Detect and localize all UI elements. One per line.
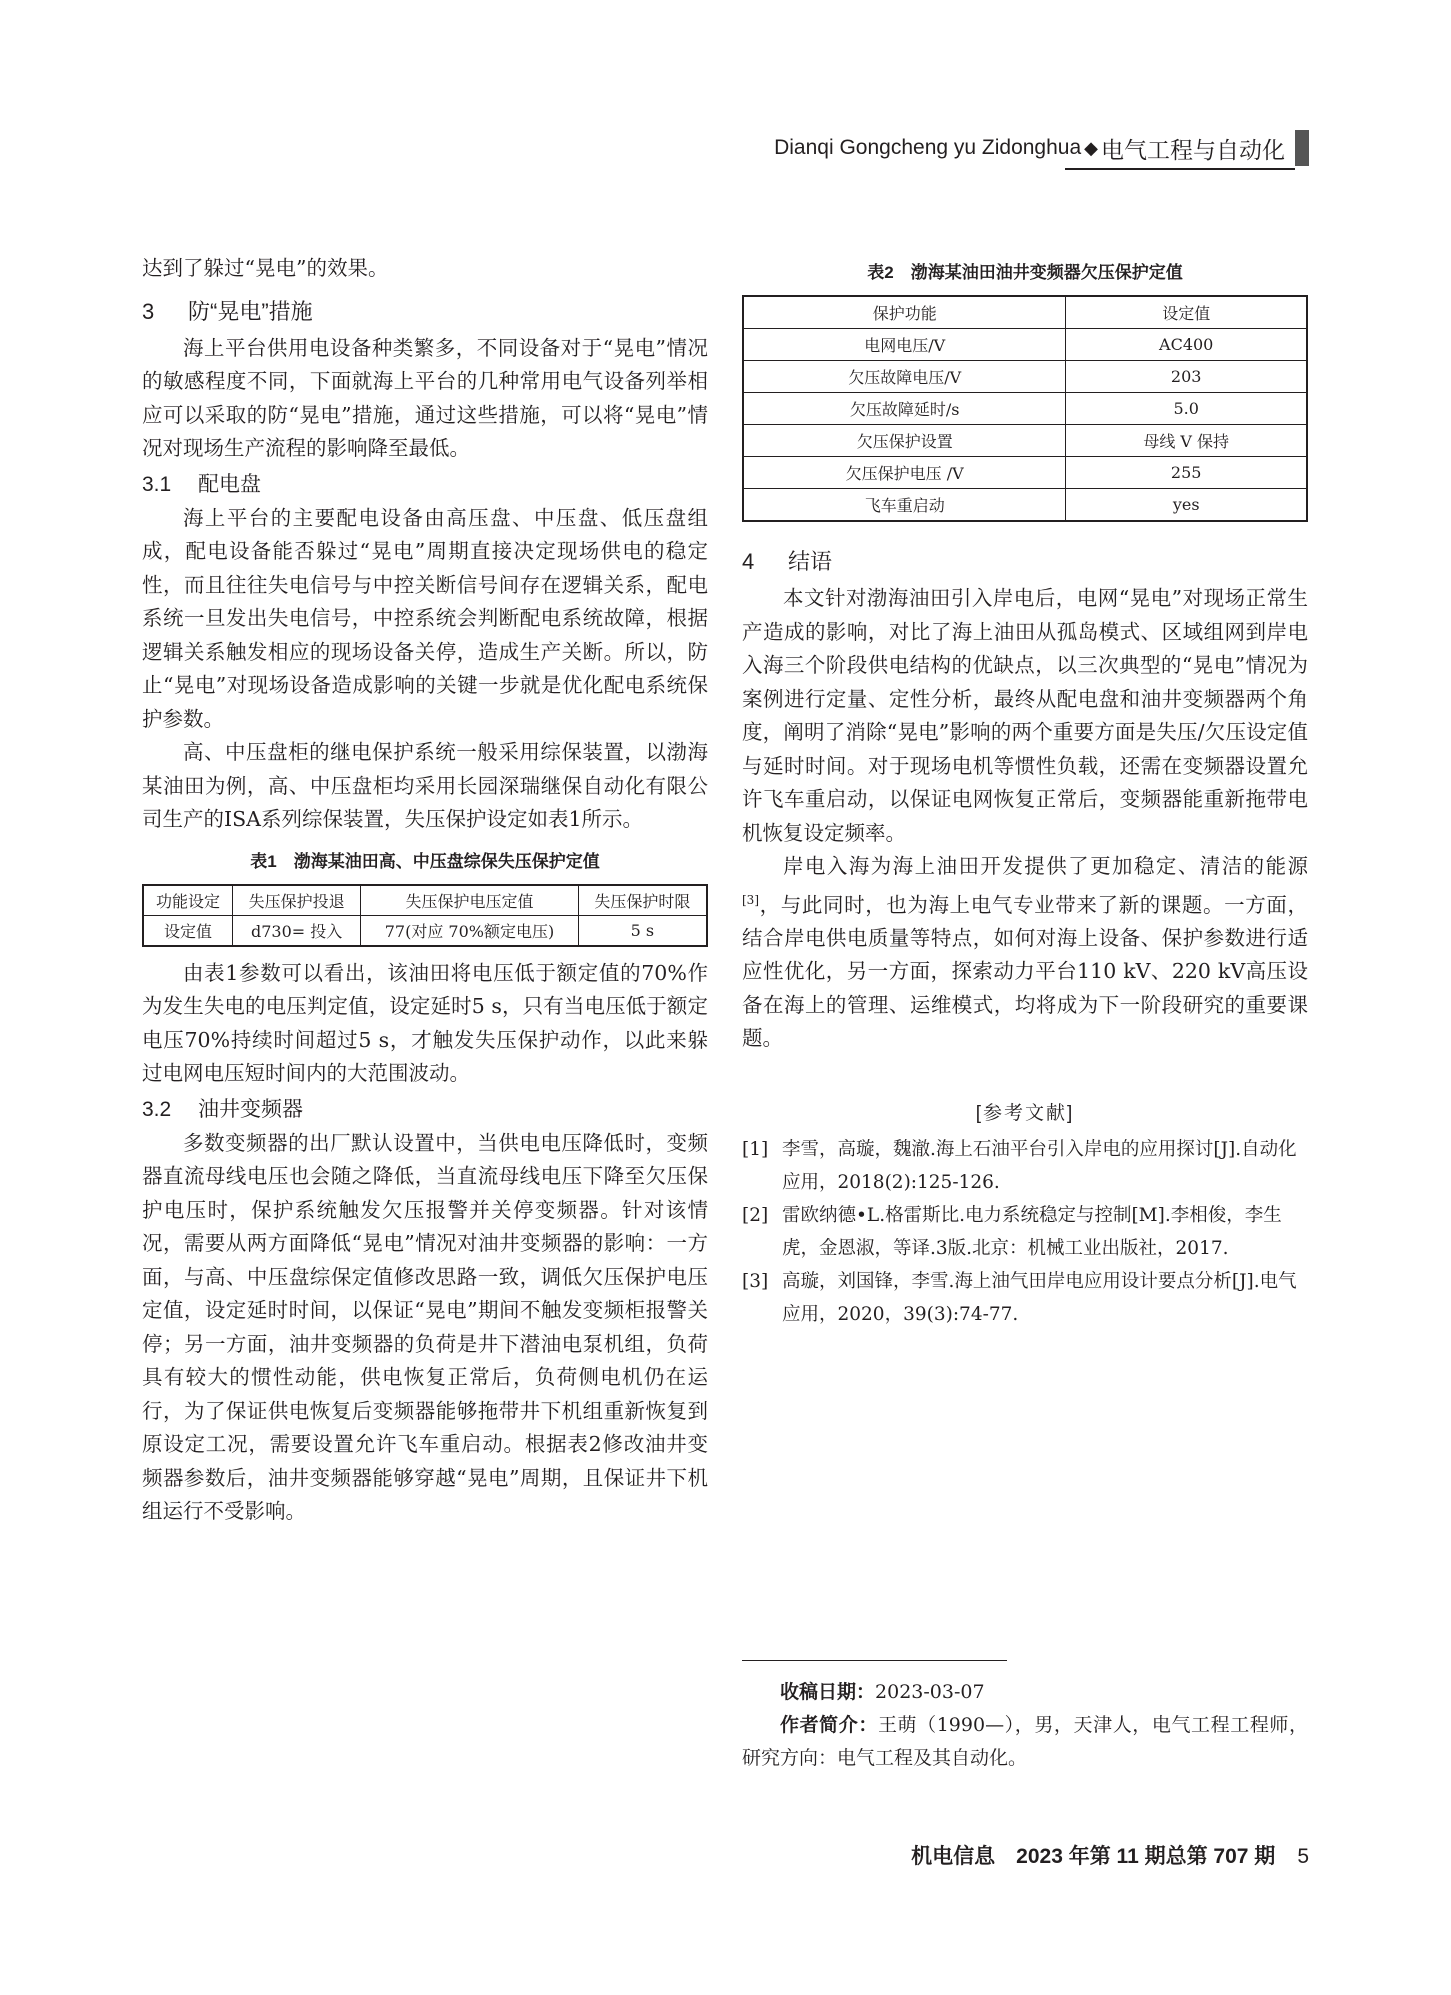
reference-number: [1] <box>742 1138 769 1160</box>
paragraph: 由表1参数可以看出，该油田将电压低于额定值的70%作为发生失电的电压判定值，设定延时5 s，只有当电压低于额定电压70%持续时间超过5 s，才触发失压保护动作，以此来躲过电网电压短时间内的大范围波动。 <box>142 960 708 1085</box>
received-date <box>742 1676 1308 1709</box>
table-cell: 77(对应 70%额定电压) <box>361 915 579 946</box>
table-cell: 飞车重启动 <box>743 489 1066 522</box>
table1-caption: 表1 渤海某油田高、中压盘综保失压保护定值 <box>250 851 600 871</box>
reference-item <box>742 1199 1308 1265</box>
paragraph-text: ，与此同时，也为海上电气专业带来了新的课题。一方面，结合岸电供电质量等特点，如何对海上设备、保护参数进行适应性优化，另一方面，探索动力平台110 kV、220 kV高压设备在海上的管理、运维模式，均将成为下一阶段研究的重要课题。 <box>742 892 1308 1051</box>
subsection-number: 3.2 <box>142 1097 172 1121</box>
left-column <box>142 252 708 1529</box>
table-row <box>143 885 707 916</box>
table-cell: d730= 投入 <box>233 915 361 946</box>
table-cell: 欠压故障延时/s <box>743 393 1066 425</box>
paragraph-text: 岸电入海为海上油田开发提供了更加稳定、清洁的能源 <box>783 854 1308 878</box>
table-row <box>743 393 1307 425</box>
table2 <box>742 295 1308 522</box>
references-title: [参考文献] <box>975 1102 1075 1124</box>
section-title: 结语 <box>788 549 833 574</box>
table-row <box>743 457 1307 489</box>
table1 <box>142 884 708 947</box>
paragraph: 达到了躲过“晃电”的效果。 <box>142 256 389 280</box>
footnote-rule <box>742 1660 1007 1661</box>
diamond-icon: ◆ <box>1084 137 1098 158</box>
table-header-cell: 失压保护时限 <box>578 885 707 916</box>
subsection-number: 3.1 <box>142 472 172 496</box>
subsection-title: 配电盘 <box>198 472 261 496</box>
paragraph: 海上平台供用电设备种类繁多，不同设备对于“晃电”情况的敏感程度不同，下面就海上平台的几种常用电气设备列举相应可以采取的防“晃电”措施，通过这些措施，可以将“晃电”情况对现场生产流程的影响降至最低。 <box>142 335 708 460</box>
table-row <box>743 361 1307 393</box>
author-value: 王萌（1990—），男，天津人，电气工程工程师，研究方向：电气工程及其自动化。 <box>742 1714 1308 1769</box>
journal-name-en: Dianqi Gongcheng yu Zidonghua <box>774 136 1082 159</box>
author-label: 作者简介： <box>780 1715 878 1736</box>
section-heading-4 <box>742 544 1308 580</box>
reference-text: 雷欧纳德•L.格雷斯比.电力系统稳定与控制[M].李相俊，李生虎，金恩淑，等译.3版.北京：机械工业出版社，2017. <box>782 1204 1282 1259</box>
table-cell: AC400 <box>1066 329 1307 361</box>
table-cell: 255 <box>1066 457 1307 489</box>
table-cell: 母线 V 保持 <box>1066 425 1307 457</box>
subsection-title: 油井变频器 <box>198 1097 303 1121</box>
table-cell: 欠压保护设置 <box>743 425 1066 457</box>
received-label: 收稿日期： <box>780 1682 876 1703</box>
table2-caption: 表2 渤海某油田油井变频器欠压保护定值 <box>867 263 1183 282</box>
journal-issue: 机电信息 2023 年第 11 期总第 707 期 <box>911 1845 1276 1868</box>
citation-ref[interactable]: [3] <box>742 892 759 907</box>
table-header-cell: 保护功能 <box>743 296 1066 329</box>
paragraph: 海上平台的主要配电设备由高压盘、中压盘、低压盘组成，配电设备能否躲过“晃电”周期直接决定现场供电的稳定性，而且往往失电信号与中控关断信号间存在逻辑关系，配电系统一旦发出失电信号，中控系统会判断配电系统故障，根据逻辑关系触发相应的现场设备关停，造成生产关断。所以，防止“晃电”对现场设备造成影响的关键一步就是优化配电系统保护参数。 <box>142 505 708 731</box>
table-row <box>743 296 1307 329</box>
table-cell: 欠压保护电压 /V <box>743 457 1066 489</box>
table-cell: yes <box>1066 489 1307 522</box>
page-footer <box>911 1840 1309 1870</box>
table-cell: 欠压故障电压/V <box>743 361 1066 393</box>
table-row <box>743 489 1307 522</box>
table-row <box>743 329 1307 361</box>
table-row <box>143 915 707 946</box>
table-cell: 5 s <box>578 915 707 946</box>
header-bar-icon <box>1295 130 1309 166</box>
section-number: 3 <box>142 298 155 324</box>
table-header-cell: 功能设定 <box>143 885 233 916</box>
header-rule <box>1065 168 1295 170</box>
journal-name-cn: 电气工程与自动化 <box>1101 136 1285 163</box>
reference-text: 李雪，高璇，魏澈.海上石油平台引入岸电的应用探讨[J].自动化应用，2018(2):125-126. <box>782 1138 1297 1193</box>
paragraph: 高、中压盘柜的继电保护系统一般采用综保装置，以渤海某油田为例，高、中压盘柜均采用长园深瑞继保自动化有限公司生产的ISA系列综保装置，失压保护设定如表1所示。 <box>142 740 708 831</box>
table-cell: 设定值 <box>143 915 233 946</box>
footnote <box>742 1676 1308 1775</box>
subsection-heading-3-2 <box>142 1093 708 1127</box>
section-title: 防“晃电”措施 <box>188 298 313 324</box>
reference-item <box>742 1265 1308 1331</box>
subsection-heading-3-1 <box>142 468 708 502</box>
reference-number: [2] <box>742 1204 769 1226</box>
reference-text: 高璇，刘国锋，李雪.海上油气田岸电应用设计要点分析[J].电气应用，2020，39(3):74-77. <box>782 1270 1297 1325</box>
running-header <box>774 128 1309 168</box>
page-number: 5 <box>1297 1845 1309 1868</box>
reference-number: [3] <box>742 1270 769 1292</box>
table-row <box>743 425 1307 457</box>
paragraph <box>742 850 1308 1056</box>
section-number: 4 <box>742 549 755 574</box>
received-value: 2023-03-07 <box>875 1681 985 1703</box>
table-header-cell: 失压保护投退 <box>233 885 361 916</box>
table-cell: 203 <box>1066 361 1307 393</box>
table-cell: 电网电压/V <box>743 329 1066 361</box>
reference-item <box>742 1133 1308 1199</box>
table-header-cell: 设定值 <box>1066 296 1307 329</box>
author-info <box>742 1709 1308 1775</box>
table-cell: 5.0 <box>1066 393 1307 425</box>
table-header-cell: 失压保护电压定值 <box>361 885 579 916</box>
paragraph: 本文针对渤海油田引入岸电后，电网“晃电”对现场正常生产造成的影响，对比了海上油田从孤岛模式、区域组网到岸电入海三个阶段供电结构的优缺点，以三次典型的“晃电”情况为案例进行定量、定性分析，最终从配电盘和油井变频器两个角度，阐明了消除“晃电”影响的两个重要方面是失压/欠压设定值与延时时间。对于现场电机等惯性负载，还需在变频器设置允许飞车重启动，以保证电网恢复正常后，变频器能重新拖带电机恢复设定频率。 <box>742 586 1308 845</box>
paragraph: 多数变频器的出厂默认设置中，当供电电压降低时，变频器直流母线电压也会随之降低，当直流母线电压下降至欠压保护电压时，保护系统触发欠压报警并关停变频器。针对该情况，需要从两方面降低“晃电”情况对油井变频器的影响：一方面，与高、中压盘综保定值修改思路一致，调低欠压保护电压定值，设定延时时间，以保证“晃电”期间不触发变频柜报警关停；另一方面，油井变频器的负荷是井下潜油电泵机组，负荷具有较大的惯性动能，供电恢复正常后，负荷侧电机仍在运行，为了保证供电恢复后变频器能够拖带井下机组重新恢复到原设定工况，需要设置允许飞车重启动。根据表2修改油井变频器参数后，油井变频器能够穿越“晃电”周期，且保证井下机组运行不受影响。 <box>142 1130 708 1523</box>
right-column <box>742 258 1308 1331</box>
section-heading-3 <box>142 294 708 330</box>
